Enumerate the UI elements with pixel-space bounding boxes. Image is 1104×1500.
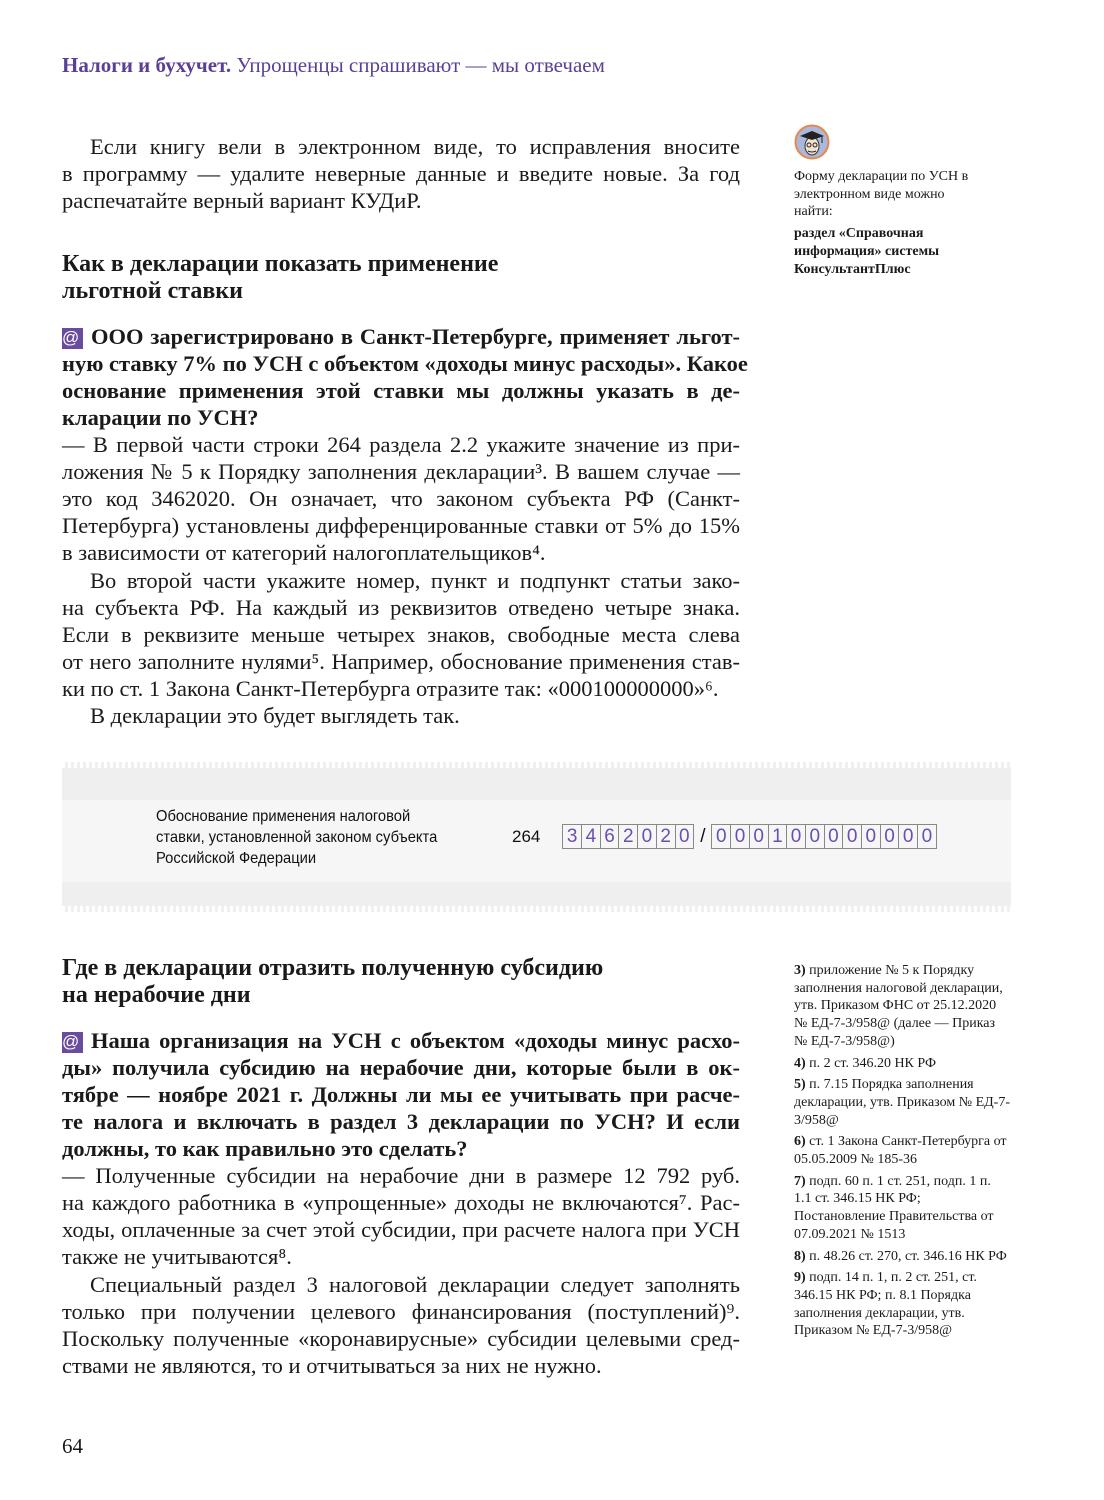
text-line: только при получении целевого финансирования (поступлений)⁹.	[62, 1299, 740, 1324]
question-at-icon: @	[62, 1032, 83, 1053]
form-digit-cell: 0	[921, 826, 933, 847]
text-line	[62, 1027, 740, 1054]
footnote-number: 3)	[794, 963, 806, 978]
form-digit-cell: 0	[899, 825, 918, 848]
expert-avatar-icon	[794, 124, 830, 165]
text-line: Поскольку полученные «коронавирусные» субсидии целевыми сред-	[62, 1326, 740, 1351]
text-line: ходы, оплаченные за счет этой субсидии, при расчете налога при УСН	[62, 1217, 740, 1242]
section1-question	[62, 323, 748, 431]
form-digit-cell: 3	[563, 825, 582, 848]
footnote-number: 7)	[794, 1173, 806, 1189]
text-line: также не учитываются⁸.	[62, 1244, 292, 1269]
sidebar-tip-text: Форму декларации по УСН в электронном виде можно найти:	[794, 169, 969, 220]
footnote-text: п. 48.26 ст. 270, ст. 346.16 НК РФ	[809, 1248, 1007, 1264]
form-label-line: Обоснование применения налоговой	[156, 808, 411, 825]
footnote-text: приложение № 5 к Порядку заполнения налоговой декларации, утв. Приказом ФНС от 25.12.2020 № ЕД-7-3/958@ (далее — Приказ № ЕД-7-3/958@)	[794, 963, 1003, 1049]
form-digit-cell: 0	[638, 825, 657, 848]
footnotes	[794, 962, 1010, 1344]
text-line: на каждого работника в «упрощенные» доходы не включаются⁷. Рас-	[62, 1190, 740, 1215]
text-line-content: ООО зарегистрировано в Санкт-Петербурге, применяет льгот-	[91, 324, 740, 349]
footnote-text: ст. 1 Закона Санкт-Петербурга от 05.05.2009 № 185-36	[794, 1134, 1007, 1168]
footnote	[794, 1055, 1010, 1073]
form-digit-cell: 0	[825, 825, 844, 848]
form-digit-cell: 0	[731, 825, 750, 848]
text-line: Если книгу вели в электронном виде, то исправления вносите	[90, 134, 740, 159]
text-line: ную ставку 7% по УСН с объектом «доходы минус расходы». Какое	[62, 351, 748, 376]
text-line: должны, то как правильно это сделать?	[62, 1136, 468, 1161]
header-subtitle: Упрощенцы спрашивают — мы отвечаем	[236, 53, 605, 77]
footnote-number: 8)	[794, 1248, 806, 1264]
footnote-text: п. 7.15 Порядка заполнения декларации, утв. Приказом № ЕД-7-3/958@	[794, 1077, 1010, 1128]
form-digit-cell: 0	[679, 826, 690, 847]
text-line: те налога и включать в раздел 3 декларации по УСН? И если	[62, 1109, 740, 1134]
form-digit-cell: 0	[806, 825, 825, 848]
form-separator: /	[700, 825, 706, 847]
section1-answer	[62, 431, 740, 566]
form-digit-cell: 0	[750, 825, 769, 848]
footnote-text: подп. 14 п. 1, п. 2 ст. 251, ст. 346.15 НК РФ; п. 8.1 Порядка заполнения декларации, утв. Приказом № ЕД-7-3/958@	[794, 1270, 977, 1339]
footnote	[794, 1248, 1010, 1266]
footnote	[794, 1269, 1010, 1340]
form-field-row	[512, 824, 937, 849]
text-line: — Полученные субсидии на нерабочие дни в размере 12 792 руб.	[62, 1163, 740, 1188]
form-cells-part1	[562, 824, 694, 849]
form-line-code: 264	[512, 826, 541, 846]
form-digit-cell: 2	[619, 825, 638, 848]
section2-heading	[62, 955, 740, 1009]
form-digit-cell: 1	[769, 825, 788, 848]
footnote	[794, 1133, 1010, 1168]
text-line: ды» получила субсидию на нерабочие дни, которые были в ок-	[62, 1055, 740, 1080]
text-line-content: Наша организация на УСН с объектом «доходы минус расхо-	[91, 1028, 740, 1053]
sidebar-tip-source: раздел «Справочная информация» системы КонсультантПлюс	[794, 226, 940, 277]
text-line: В декларации это будет выглядеть так.	[90, 703, 460, 728]
form-label-line: Российской Федерации	[156, 850, 317, 867]
text-line: ствами не являются, то и отчитываться за них не нужно.	[62, 1353, 602, 1378]
text-line: Как в декларации показать применение	[62, 251, 499, 277]
section2-answer	[62, 1162, 740, 1270]
header-section: Налоги и бухучет.	[62, 53, 232, 77]
running-header	[62, 53, 605, 78]
form-digit-cell: 4	[582, 825, 601, 848]
text-line: Где в декларации отразить полученную субсидию	[62, 955, 604, 981]
text-line: основание применения этой ставки мы должны указать в де-	[62, 378, 740, 403]
form-digit-cell: 0	[881, 825, 900, 848]
text-line: Во второй части укажите номер, пункт и подпункт статьи зако-	[90, 568, 740, 593]
form-digit-cell: 6	[601, 825, 620, 848]
footnote-number: 9)	[794, 1270, 806, 1286]
text-line: — В первой части строки 264 раздела 2.2 укажите значение из при-	[62, 432, 740, 457]
text-line: на нерабочие дни	[62, 982, 251, 1008]
footnote-number: 5)	[794, 1077, 806, 1093]
section2-paragraph	[62, 1271, 740, 1379]
text-line: Если в реквизите меньше четырех знаков, свободные места слева	[62, 622, 740, 647]
text-line: Петербурга) установлены дифференцированные ставки от 5% до 15%	[62, 513, 740, 538]
text-line: льготной ставки	[62, 278, 243, 304]
text-line: на субъекта РФ. На каждый из реквизитов отведено четыре знака.	[62, 595, 740, 620]
text-line	[62, 323, 740, 350]
question-at-icon: @	[62, 328, 83, 349]
section1-paragraph	[62, 567, 740, 702]
text-line: Специальный раздел 3 налоговой декларации следует заполнять	[90, 1272, 740, 1297]
section1-heading	[62, 251, 740, 305]
footnote-text: п. 2 ст. 346.20 НК РФ	[809, 1055, 936, 1071]
text-line: это код 3462020. Он означает, что законом субъекта РФ (Санкт-	[62, 486, 740, 511]
footnote	[794, 1173, 1010, 1244]
footnote	[794, 962, 1010, 1051]
text-line: в зависимости от категорий налогоплательщиков⁴.	[62, 540, 546, 565]
form-field-label	[156, 806, 437, 869]
text-line: ложения № 5 к Порядку заполнения декларации³. В вашем случае —	[62, 459, 740, 484]
form-digit-cell: 2	[657, 825, 676, 848]
footnote-number: 4)	[794, 1055, 806, 1071]
text-line: в программу — удалите неверные данные и введите новые. За год	[62, 161, 740, 186]
text-line: ки по ст. 1 Закона Санкт-Петербурга отразите так: «000100000000»⁶.	[62, 676, 719, 701]
form-digit-cell: 0	[787, 825, 806, 848]
form-cells-part2	[711, 824, 936, 849]
section1-paragraph-closing	[62, 702, 740, 729]
form-digit-cell: 0	[862, 825, 881, 848]
section2-question	[62, 1027, 740, 1162]
text-line: кларации по УСН?	[62, 405, 259, 430]
sidebar-tip	[794, 168, 1019, 278]
form-label-line: ставки, установленной законом субъекта	[156, 829, 438, 846]
footnote-number: 6)	[794, 1134, 806, 1150]
form-digit-cell: 0	[712, 825, 731, 848]
footnote-text: подп. 60 п. 1 ст. 251, подп. 1 п. 1.1 ст. 346.15 НК РФ; Постановление Правительства от 07.09.2021 № 1513	[794, 1173, 994, 1242]
intro-paragraph	[62, 133, 740, 214]
page-number: 64	[62, 1434, 83, 1458]
text-line: распечатайте верный вариант КУДиР.	[62, 188, 422, 213]
text-line: от него заполните нулями⁵. Например, обоснование применения став-	[62, 649, 740, 674]
text-line: тябре — ноябре 2021 г. Должны ли мы ее учитывать при расче-	[62, 1082, 740, 1107]
form-digit-cell: 0	[843, 825, 862, 848]
footnote	[794, 1076, 1010, 1129]
